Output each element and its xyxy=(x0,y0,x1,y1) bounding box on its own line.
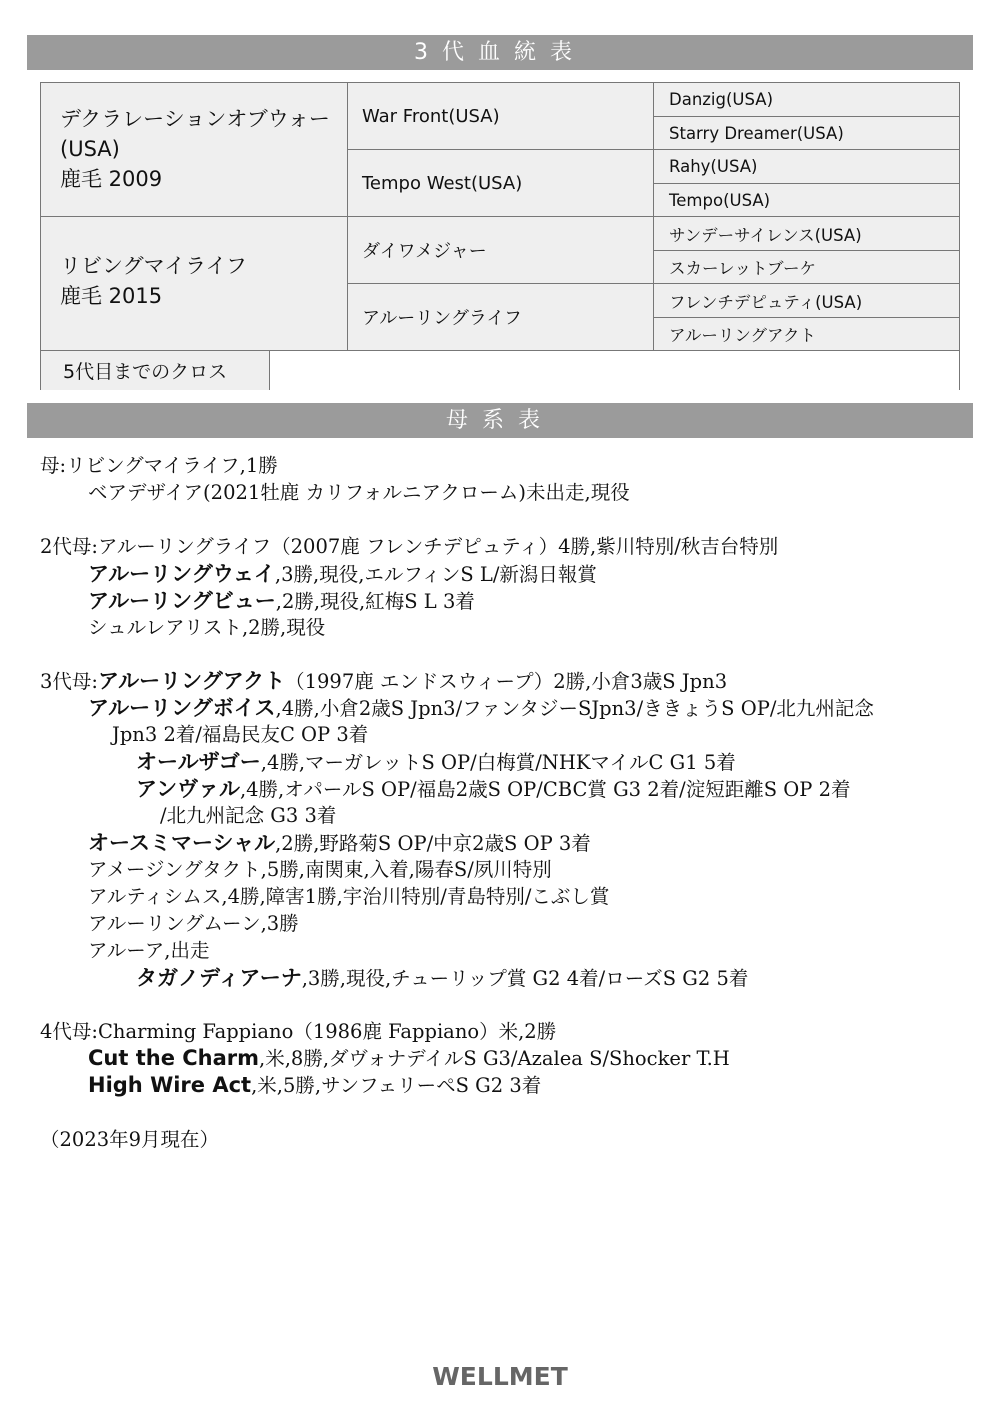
dam-sire-name: ダイワメジャー xyxy=(362,241,487,262)
g3-name: Starry Dreamer(USA) xyxy=(669,123,844,143)
maternal-line: アルーリングボイス,4勝,小倉2歳S Jpn3/ファンタジーSJpn3/ききょうS OP/北九州記念 xyxy=(88,696,874,720)
maternal-line: タガノディアーナ,3勝,現役,チューリップ賞 G2 4着/ローズS G2 5着 xyxy=(136,966,749,990)
maternal-line: アルティシムス,4勝,障害1勝,宇治川特別/青島特別/こぶし賞 xyxy=(88,885,610,908)
maternal-line: 2代母:アルーリングライフ（2007鹿 フレンチデピュティ）4勝,紫川特別/秋吉台特別 xyxy=(40,535,779,558)
maternal-line: アメージングタクト,5勝,南関東,入着,陽春S/夙川特別 xyxy=(88,858,552,881)
maternal-line: ベアデザイア(2021牡鹿 カリフォルニアクローム)未出走,現役 xyxy=(88,481,630,504)
maternal-line: 3代母:アルーリングアクト（1997鹿 エンドスウィープ）2勝,小倉3歳S Jpn3 xyxy=(40,669,728,693)
sire-dam-cell xyxy=(348,150,654,217)
pedigree-header: 3代血統表 xyxy=(27,35,973,70)
g3-cell xyxy=(654,284,960,318)
maternal-line: 母:リビングマイライフ,1勝 xyxy=(40,454,278,477)
maternal-line: アルーリングウェイ,3勝,現役,エルフィンS L/新潟日報賞 xyxy=(88,562,597,586)
maternal-header: 母系表 xyxy=(27,403,973,438)
dam-dam-name: アルーリングライフ xyxy=(362,308,522,329)
g3-name: Danzig(USA) xyxy=(669,90,774,109)
brand-logo: WELLMET xyxy=(432,1362,568,1391)
as-of-date: （2023年9月現在） xyxy=(40,1128,220,1151)
sire-origin: (USA) xyxy=(60,137,120,161)
g3-cell xyxy=(654,83,960,117)
maternal-line: High Wire Act,米,5勝,サンフェリーペS G2 3着 xyxy=(88,1073,542,1097)
maternal-line: アンヴァル,4勝,オパールS OP/福島2歳S OP/CBC賞 G3 2着/淀短距離S OP 2着 xyxy=(136,777,851,801)
g3-name: スカーレットブーケ xyxy=(669,259,817,278)
dam-dam-cell xyxy=(348,284,654,351)
sire-sire-cell xyxy=(348,83,654,150)
g3-name: Rahy(USA) xyxy=(669,157,758,176)
sire-dam-name: Tempo West(USA) xyxy=(362,172,523,194)
g3-cell xyxy=(654,251,960,284)
maternal-line: シュルレアリスト,2勝,現役 xyxy=(88,616,326,639)
dam-cell xyxy=(41,217,348,351)
maternal-line: 4代母:Charming Fappiano（1986鹿 Fappiano）米,2勝 xyxy=(40,1020,557,1043)
g3-cell xyxy=(654,217,960,251)
sire-cell xyxy=(41,83,348,217)
g3-name: Tempo(USA) xyxy=(669,190,771,210)
dam-coat-year: 鹿毛 2015 xyxy=(60,284,163,308)
maternal-line: アルーリングビュー,2勝,現役,紅梅S L 3着 xyxy=(88,589,475,613)
maternal-line: アルーリングムーン,3勝 xyxy=(88,912,299,935)
dam-sire-cell xyxy=(348,217,654,284)
g3-cell xyxy=(654,318,960,351)
g3-cell xyxy=(654,150,960,184)
sire-coat-year: 鹿毛 2009 xyxy=(60,167,163,191)
sire-name: デクラレーションオブウォー xyxy=(60,107,330,131)
cross-value xyxy=(270,351,959,390)
g3-cell xyxy=(654,117,960,150)
g3-name: フレンチデピュティ(USA) xyxy=(669,292,863,312)
sire-sire-name: War Front(USA) xyxy=(362,105,500,127)
dam-name: リビングマイライフ xyxy=(60,254,247,278)
maternal-line: /北九州記念 G3 3着 xyxy=(160,804,337,827)
maternal-line: アルーア,出走 xyxy=(88,939,210,962)
maternal-line: オースミマーシャル,2勝,野路菊S OP/中京2歳S OP 3着 xyxy=(88,831,591,855)
g3-cell xyxy=(654,184,960,217)
cross-label: 5代目までのクロス xyxy=(41,351,270,390)
maternal-line: Jpn3 2着/福島民友C OP 3着 xyxy=(112,723,369,746)
maternal-line: オールザゴー,4勝,マーガレットS OP/白梅賞/NHKマイルC G1 5着 xyxy=(136,750,736,774)
maternal-line: Cut the Charm,米,8勝,ダヴォナデイルS G3/Azalea S/Shocker T.H xyxy=(88,1046,730,1070)
g3-name: アルーリングアクト xyxy=(669,326,817,345)
g3-name: サンデーサイレンス(USA) xyxy=(669,225,862,245)
pedigree-table xyxy=(40,82,960,390)
